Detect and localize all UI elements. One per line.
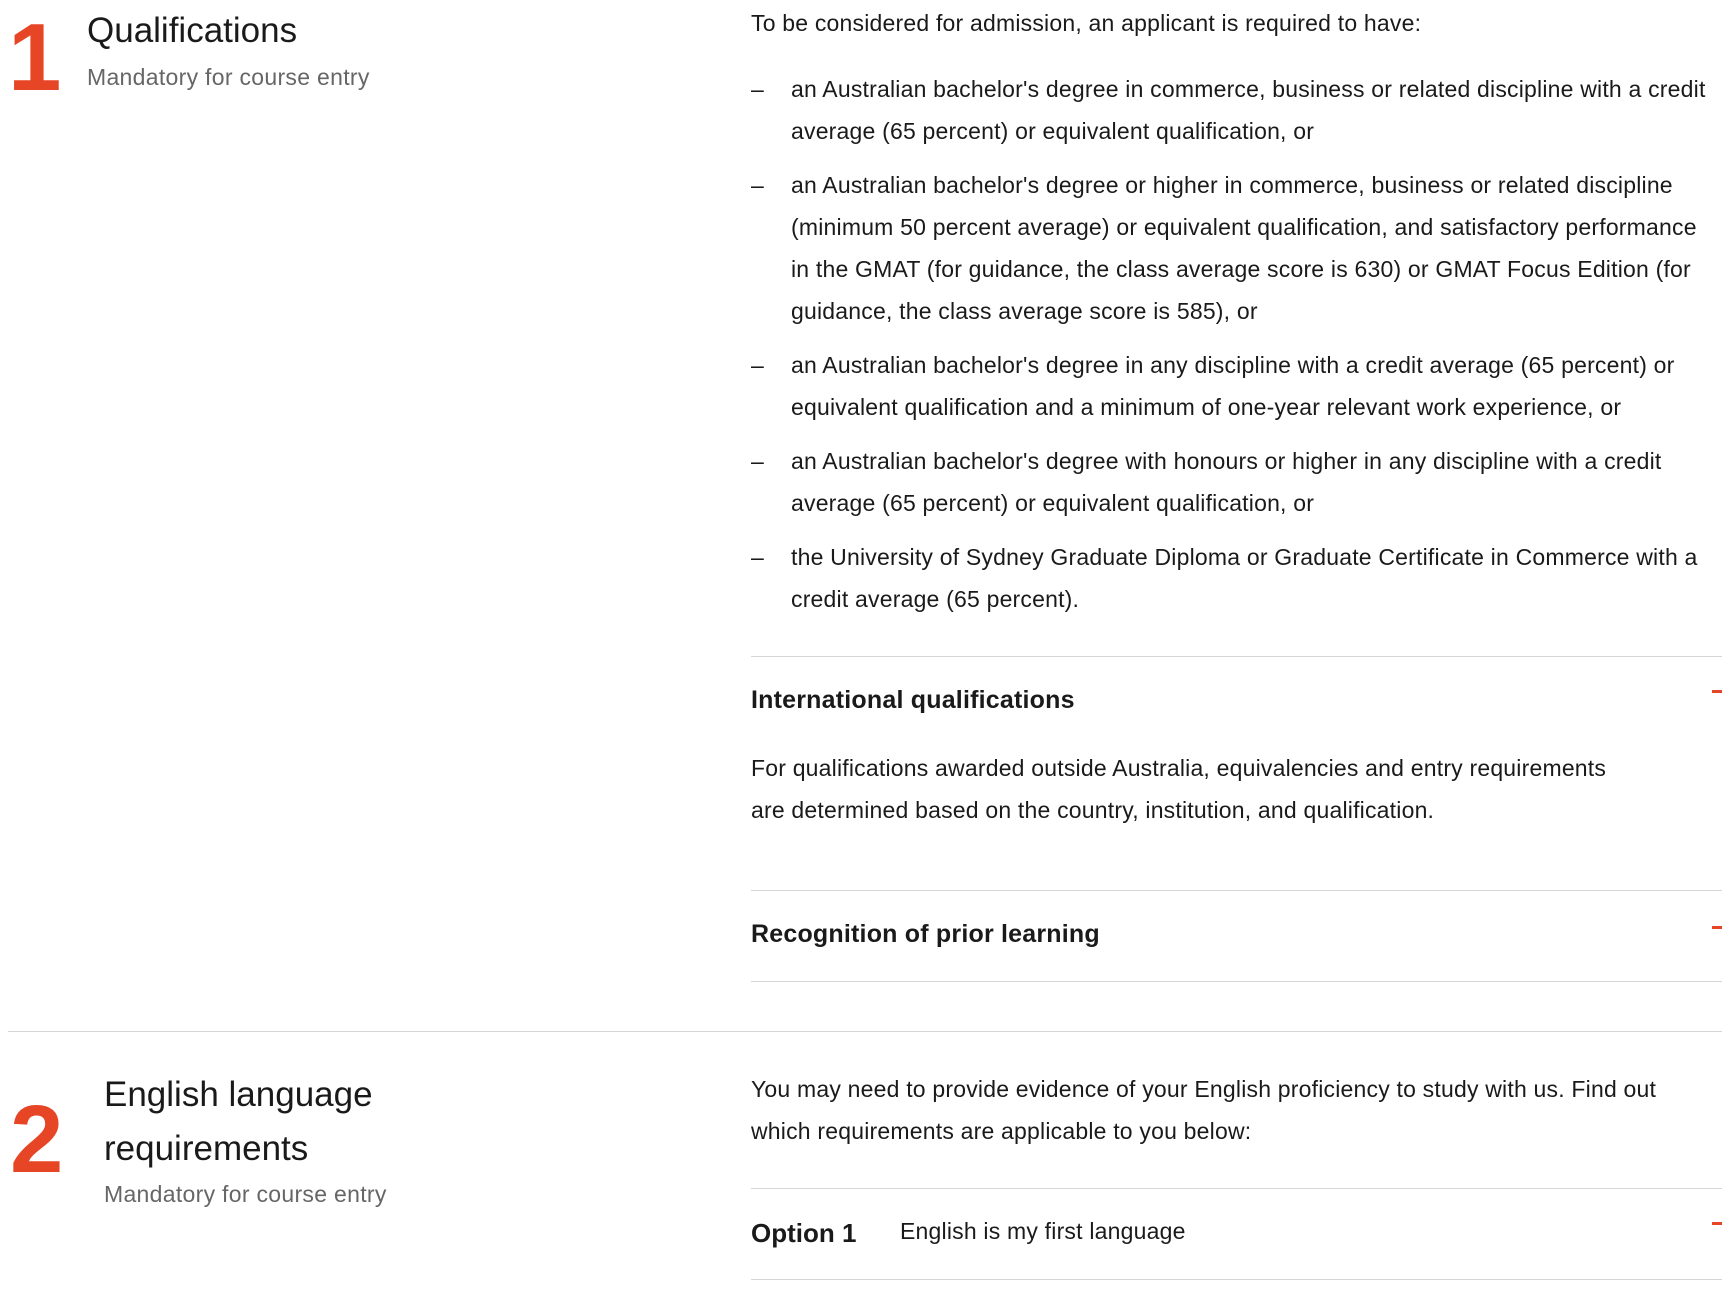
section-title-english-line2: requirements xyxy=(104,1129,309,1168)
divider xyxy=(751,890,1722,891)
dash-bullet: – xyxy=(751,544,764,570)
section-title-qualifications: Qualifications xyxy=(87,11,298,50)
english-intro: You may need to provide evidence of your English proficiency to study with us. Find out which requirements are applicable to you below: xyxy=(751,1076,1657,1144)
accordion-international-qualifications[interactable]: International qualifications xyxy=(751,686,1075,714)
qualifications-content xyxy=(751,2,1722,632)
list-item xyxy=(751,536,1722,620)
requirement-text: an Australian bachelor's degree with honours or higher in any discipline with a credit average (65 percent) or equivalent qualification, or xyxy=(791,448,1662,516)
dash-bullet: – xyxy=(751,172,764,198)
section-title-english-line1: English language xyxy=(104,1075,373,1114)
section-subtitle-qualifications: Mandatory for course entry xyxy=(87,64,370,90)
section-number-qualifications: 1 xyxy=(8,4,62,111)
collapse-minus-icon[interactable] xyxy=(1712,690,1722,693)
requirements-list xyxy=(751,68,1722,620)
collapse-minus-icon[interactable] xyxy=(1712,1222,1722,1225)
collapse-minus-icon[interactable] xyxy=(1712,926,1722,929)
requirement-text: an Australian bachelor's degree or higher in commerce, business or related discipline (minimum 50 percent average) or equivalent qualification, and satisfactory performance in the GMAT (for guidance, the class average score is 630) or GMAT Focus Edition (for guidance, the class average score is 585), or xyxy=(791,172,1697,324)
requirement-text: an Australian bachelor's degree in commerce, business or related discipline with a credit average (65 percent) or equivalent qualification, or xyxy=(791,76,1706,144)
dash-bullet: – xyxy=(751,448,764,474)
accordion-prior-learning[interactable]: Recognition of prior learning xyxy=(751,920,1100,948)
requirement-text: the University of Sydney Graduate Diploma or Graduate Certificate in Commerce with a credit average (65 percent). xyxy=(791,544,1698,612)
requirement-text: an Australian bachelor's degree in any discipline with a credit average (65 percent) or equivalent qualification and a minimum of one-year relevant work experience, or xyxy=(791,352,1675,420)
list-item xyxy=(751,440,1722,524)
qualifications-intro: To be considered for admission, an applicant is required to have: xyxy=(751,10,1422,36)
accordion-international-body: For qualifications awarded outside Australia, equivalencies and entry requirements are determined based on the country, institution, and qualification. xyxy=(751,755,1607,823)
list-item xyxy=(751,344,1722,428)
divider xyxy=(751,1188,1722,1189)
section-subtitle-english: Mandatory for course entry xyxy=(104,1181,387,1207)
dash-bullet: – xyxy=(751,76,764,102)
divider xyxy=(751,656,1722,657)
option-1-text[interactable]: English is my first language xyxy=(900,1218,1186,1244)
dash-bullet: – xyxy=(751,352,764,378)
divider xyxy=(751,981,1722,982)
divider xyxy=(751,1279,1722,1280)
list-item xyxy=(751,68,1722,152)
section-number-english: 2 xyxy=(10,1086,64,1193)
option-1-label[interactable]: Option 1 xyxy=(751,1218,857,1248)
list-item xyxy=(751,164,1722,332)
section-divider xyxy=(8,1031,1722,1032)
